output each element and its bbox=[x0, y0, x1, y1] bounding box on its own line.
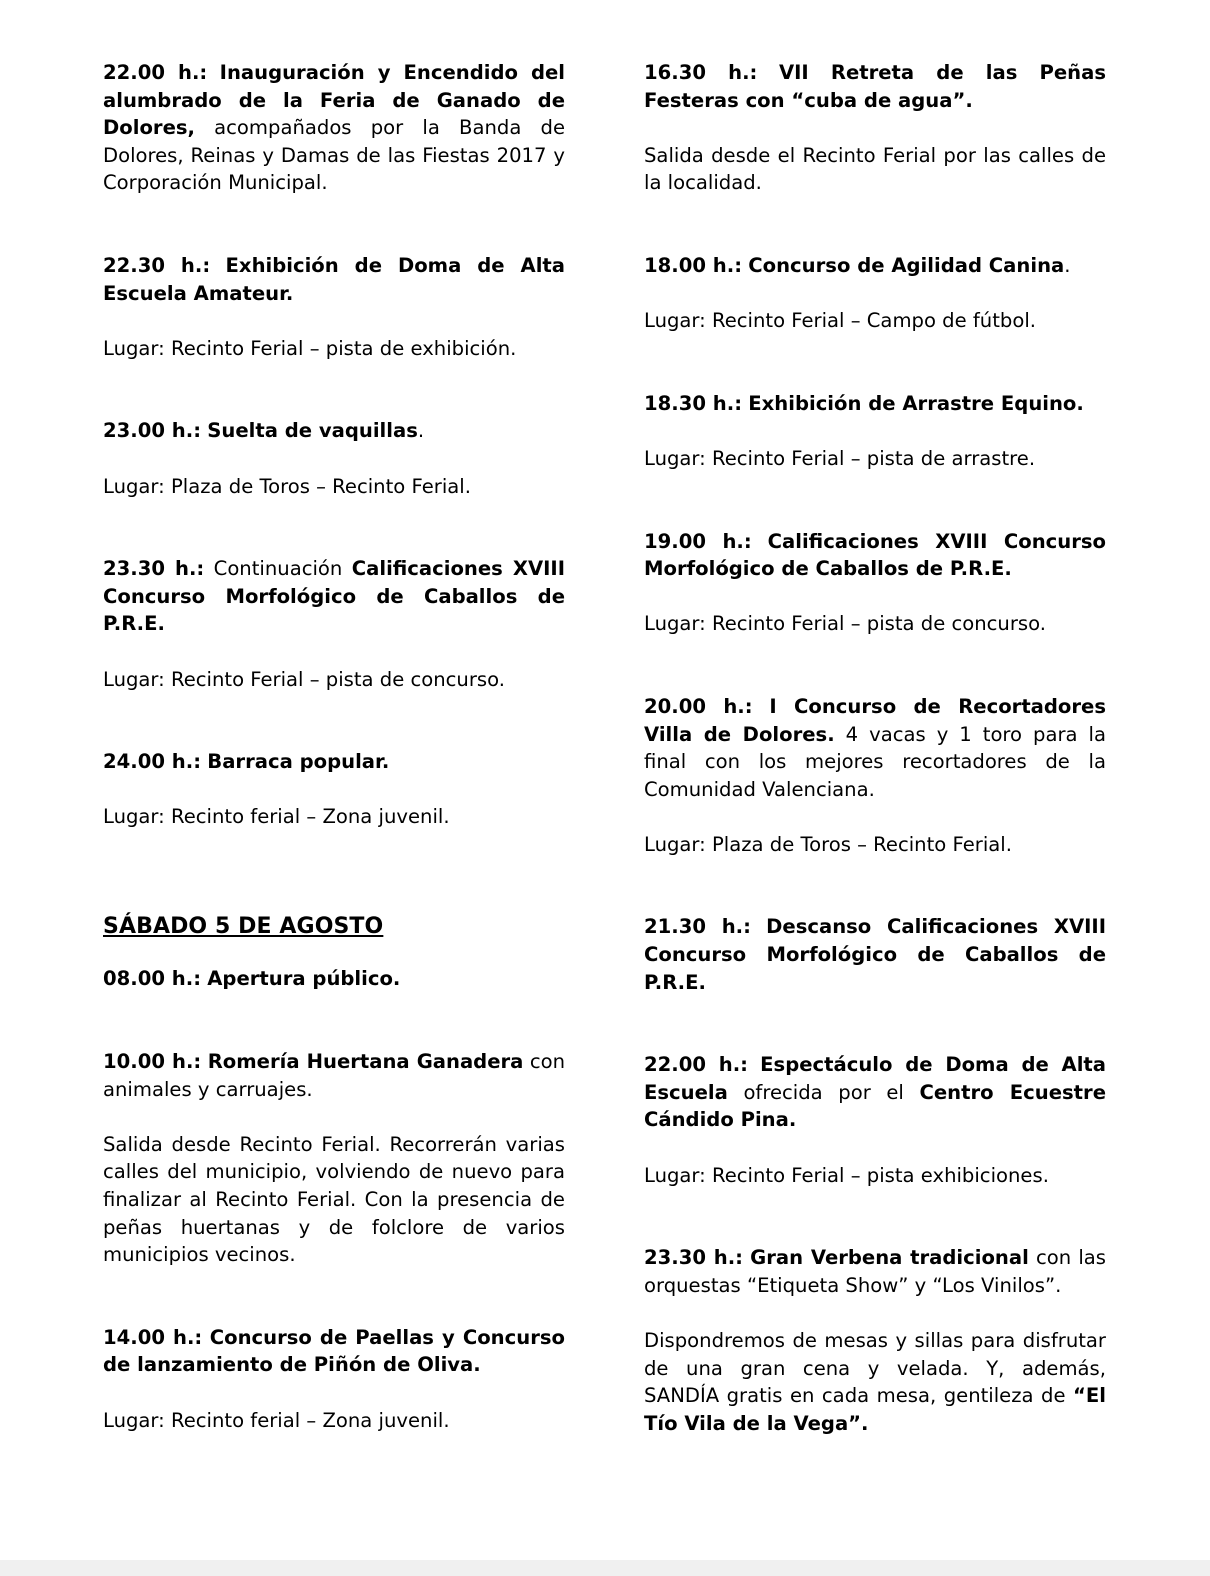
event-title: I Concurso de Recortadores Villa de Dolores. bbox=[644, 694, 1107, 746]
event-title: Descanso Calificaciones XVIII Concurso Morfológico de Caballos de P.R.E. bbox=[644, 915, 1107, 994]
event-text: con animales y carruajes. bbox=[103, 1050, 565, 1101]
event-time: 19.00 h.: bbox=[644, 529, 752, 553]
event-time: 23.30 h.: bbox=[103, 557, 205, 581]
event-title: Calificaciones XVIII Concurso Morfológico de Caballos de P.R.E. bbox=[103, 557, 565, 636]
event-time: 18.30 h.: bbox=[644, 391, 743, 415]
event-2330-verbena bbox=[644, 1244, 1106, 1299]
event-location: Lugar: Recinto Ferial – pista exhibiciones. bbox=[644, 1163, 1049, 1187]
event-description bbox=[644, 1327, 1106, 1437]
event-location: Lugar: Recinto Ferial – pista de exhibición. bbox=[103, 336, 517, 360]
description-text: Dispondremos de mesas y sillas para disfrutar de una gran cena y velada. Y, además, SANDÍA gratis en cada mesa, gentileza de bbox=[644, 1329, 1106, 1408]
event-1000-romeria bbox=[103, 1048, 565, 1103]
event-title: Concurso de Agilidad Canina bbox=[748, 253, 1065, 277]
event-description: Salida desde el Recinto Ferial por las calles de la localidad. bbox=[644, 143, 1106, 195]
day-heading: SÁBADO 5 DE AGOSTO bbox=[103, 913, 384, 939]
event-time: 16.30 h.: bbox=[644, 61, 758, 84]
event-title: Calificaciones XVIII Concurso Morfológico de Caballos de P.R.E. bbox=[644, 529, 1107, 581]
event-text: ofrecida por el bbox=[727, 1080, 920, 1104]
event-1800-agilidad-canina bbox=[644, 252, 1106, 280]
event-title: Exhibición de Arrastre Equino. bbox=[748, 391, 1084, 415]
event-location: Lugar: Plaza de Toros – Recinto Ferial. bbox=[644, 832, 1012, 856]
event-1630-retreta bbox=[644, 59, 1106, 114]
event-time: 18.00 h.: bbox=[644, 253, 743, 277]
event-time: 22.00 h.: bbox=[103, 61, 208, 84]
event-0800-apertura bbox=[103, 965, 565, 993]
event-title: Gran Verbena tradicional bbox=[750, 1246, 1029, 1270]
event-text: con las orquestas “Etiqueta Show” y “Los Vinilos”. bbox=[644, 1246, 1107, 1297]
event-title: Apertura público. bbox=[207, 967, 401, 991]
event-2300-vaquillas bbox=[103, 417, 565, 445]
event-2230-doma-amateur bbox=[103, 252, 565, 307]
event-description: Salida desde Recinto Ferial. Recorrerán varias calles del municipio, volviendo de nuevo para finalizar al Recinto Ferial. Con la presencia de peñas huertanas y de folclore de varios municipios vecinos. bbox=[103, 1132, 565, 1267]
event-time: 08.00 h.: bbox=[103, 967, 202, 991]
event-location: Lugar: Recinto Ferial – pista de arrastre. bbox=[644, 446, 1036, 470]
event-2330-calificaciones bbox=[103, 555, 565, 638]
event-time: 14.00 h.: bbox=[103, 1325, 203, 1349]
event-1400-paellas bbox=[103, 1324, 565, 1379]
event-text: 4 vacas y 1 toro para la final con los mejores recortadores de la Comunidad Valenciana. bbox=[644, 722, 1106, 801]
right-column bbox=[644, 59, 1106, 1437]
event-location: Lugar: Recinto ferial – Zona juvenil. bbox=[103, 805, 450, 829]
event-title: Suelta de vaquillas bbox=[207, 419, 418, 443]
event-location: Lugar: Recinto Ferial – Campo de fútbol. bbox=[644, 309, 1036, 333]
event-title: Espectáculo de Doma de Alta Escuela bbox=[644, 1053, 1107, 1104]
event-title: Romería Huertana Ganadera bbox=[207, 1050, 524, 1074]
event-time: 22.30 h.: bbox=[103, 253, 211, 277]
event-2400-barraca bbox=[103, 748, 565, 776]
left-column bbox=[103, 59, 565, 1434]
event-1900-calificaciones bbox=[644, 528, 1106, 583]
event-location: Lugar: Plaza de Toros – Recinto Ferial. bbox=[103, 474, 471, 498]
event-location: Lugar: Recinto Ferial – pista de concurso. bbox=[103, 667, 505, 691]
event-time: 24.00 h.: bbox=[103, 750, 202, 774]
event-suffix: . bbox=[417, 419, 425, 443]
event-prefix: Continuación bbox=[204, 557, 352, 581]
event-title: Exhibición de Doma de Alta Escuela Amateur. bbox=[103, 253, 566, 305]
event-title: Barraca popular. bbox=[207, 750, 390, 774]
event-time: 22.00 h.: bbox=[644, 1053, 748, 1077]
event-time: 21.30 h.: bbox=[644, 915, 751, 939]
event-title: VII Retreta de las Peñas Festeras con “cuba de agua”. bbox=[644, 61, 1107, 112]
event-suffix: . bbox=[1064, 253, 1071, 277]
event-location: Lugar: Recinto ferial – Zona juvenil. bbox=[103, 1408, 450, 1432]
event-1830-arrastre bbox=[644, 390, 1106, 418]
event-time: 20.00 h.: bbox=[644, 694, 753, 718]
event-text: acompañados por la Banda de Dolores, Reinas y Damas de las Fiestas 2017 y Corporación Municipal. bbox=[103, 116, 565, 195]
event-title: Concurso de Paellas y Concurso de lanzamiento de Piñón de Oliva. bbox=[103, 1325, 565, 1377]
event-time: 10.00 h.: bbox=[103, 1050, 202, 1074]
event-2130-descanso bbox=[644, 913, 1106, 996]
sponsor-name: “El Tío Vila de la Vega”. bbox=[644, 1384, 1106, 1435]
event-2200-inauguracion bbox=[103, 59, 565, 197]
event-title: Inauguración y Encendido del alumbrado de la Feria de Ganado de Dolores, bbox=[103, 61, 565, 140]
event-time: 23.00 h.: bbox=[103, 419, 202, 443]
event-2200-espectaculo bbox=[644, 1051, 1106, 1134]
event-time: 23.30 h.: bbox=[644, 1246, 743, 1270]
event-organizer: Centro Ecuestre Cándido Pina. bbox=[644, 1080, 1106, 1132]
event-2000-recortadores bbox=[644, 693, 1106, 803]
event-location: Lugar: Recinto Ferial – pista de concurso. bbox=[644, 612, 1046, 636]
